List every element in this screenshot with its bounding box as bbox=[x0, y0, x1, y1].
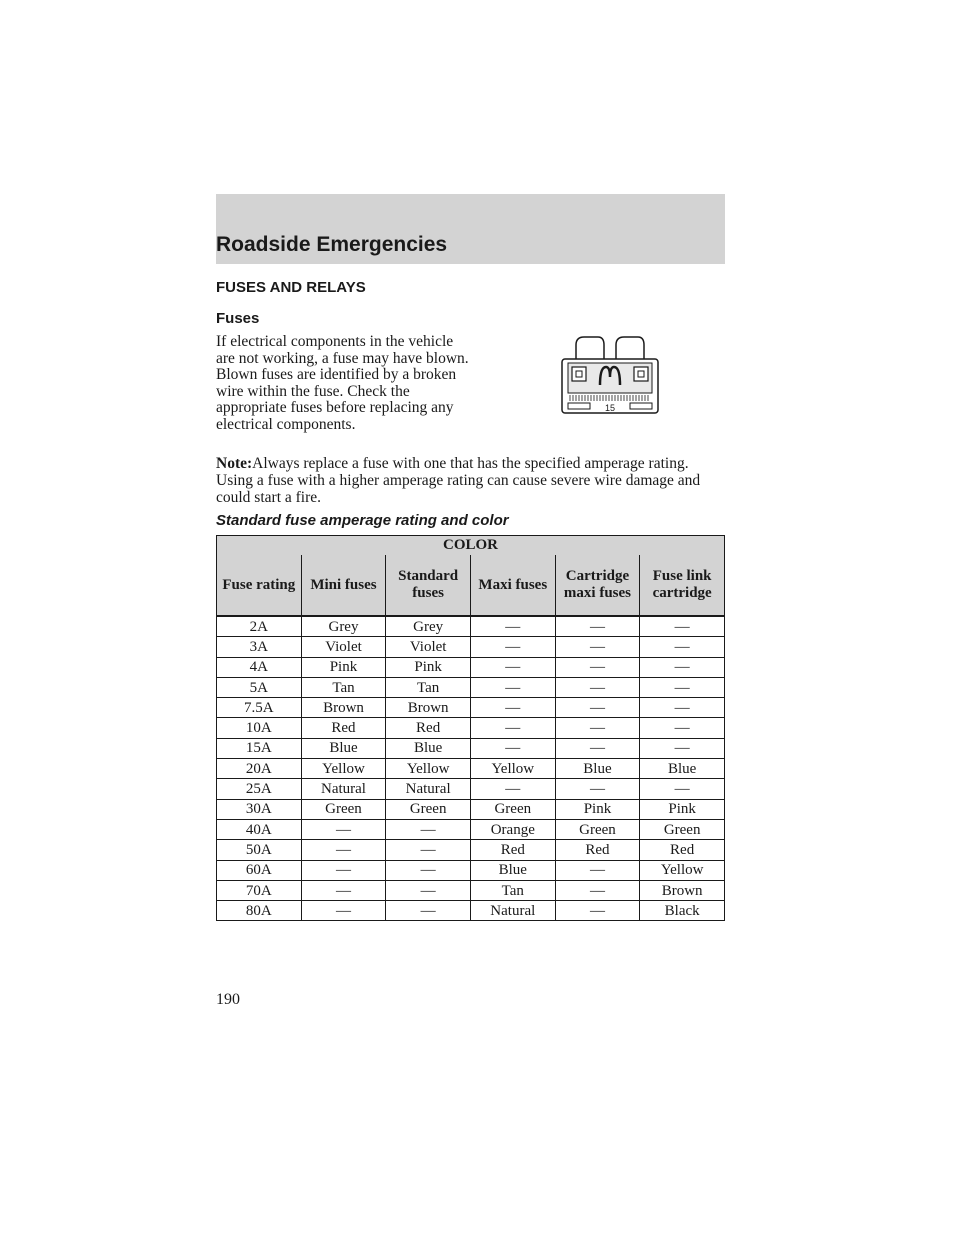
table-cell: Blue bbox=[470, 860, 555, 880]
table-cell: 2A bbox=[217, 616, 302, 637]
table-cell: Yellow bbox=[640, 860, 725, 880]
table-row bbox=[217, 840, 725, 860]
table-cell: — bbox=[640, 718, 725, 738]
table-cell: — bbox=[301, 880, 386, 900]
table-cell: 4A bbox=[217, 657, 302, 677]
table-cell: — bbox=[386, 819, 471, 839]
table-cell: — bbox=[555, 657, 640, 677]
table-cell: Grey bbox=[301, 616, 386, 637]
table-caption: Standard fuse amperage rating and color bbox=[216, 512, 509, 529]
table-row bbox=[217, 616, 725, 637]
table-cell: — bbox=[470, 657, 555, 677]
table-cell: — bbox=[301, 901, 386, 921]
column-header: Cartridge maxi fuses bbox=[555, 555, 640, 616]
table-cell: Natural bbox=[386, 779, 471, 799]
table-cell: — bbox=[640, 637, 725, 657]
intro-paragraph: If electrical components in the vehicle are not working, a fuse may have blown. Blown fuses are identified by a broken wire within the fuse. Check the appropriate fuses before replacing any electrical components. bbox=[216, 333, 469, 433]
table-cell: 40A bbox=[217, 819, 302, 839]
table-row bbox=[217, 860, 725, 880]
table-cell: — bbox=[555, 637, 640, 657]
table-cell: — bbox=[640, 779, 725, 799]
table-cell: 15A bbox=[217, 738, 302, 758]
table-cell: Natural bbox=[301, 779, 386, 799]
table-cell: — bbox=[555, 860, 640, 880]
table-cell: Red bbox=[386, 718, 471, 738]
page-header-title: Roadside Emergencies bbox=[216, 233, 448, 256]
table-cell: — bbox=[301, 819, 386, 839]
table-cell: 70A bbox=[217, 880, 302, 900]
table-row bbox=[217, 880, 725, 900]
table-cell: — bbox=[301, 840, 386, 860]
table-row bbox=[217, 738, 725, 758]
table-cell: — bbox=[386, 880, 471, 900]
table-cell: — bbox=[386, 860, 471, 880]
table-cell: 20A bbox=[217, 759, 302, 779]
table-cell: Blue bbox=[301, 738, 386, 758]
table-cell: — bbox=[640, 677, 725, 697]
table-group-header: COLOR bbox=[217, 536, 725, 556]
table-cell: — bbox=[555, 677, 640, 697]
table-cell: 80A bbox=[217, 901, 302, 921]
table-body bbox=[217, 616, 725, 921]
table-cell: Pink bbox=[640, 799, 725, 819]
table-cell: Brown bbox=[301, 698, 386, 718]
table-cell: — bbox=[470, 616, 555, 637]
blade-fuse-icon bbox=[558, 333, 662, 417]
table-cell: 7.5A bbox=[217, 698, 302, 718]
table-cell: — bbox=[386, 840, 471, 860]
table-cell: Red bbox=[470, 840, 555, 860]
table-cell: Red bbox=[640, 840, 725, 860]
table-row bbox=[217, 657, 725, 677]
table-cell: 3A bbox=[217, 637, 302, 657]
table-cell: Red bbox=[301, 718, 386, 738]
table-cell: 5A bbox=[217, 677, 302, 697]
table-cell: — bbox=[555, 738, 640, 758]
table-cell: Grey bbox=[386, 616, 471, 637]
table-row bbox=[217, 799, 725, 819]
table-cell: — bbox=[386, 901, 471, 921]
table-row bbox=[217, 901, 725, 921]
table-cell: — bbox=[470, 779, 555, 799]
fuse-illustration bbox=[558, 333, 662, 417]
column-header: Fuse rating bbox=[217, 555, 302, 616]
table-cell: Green bbox=[470, 799, 555, 819]
table-cell: — bbox=[470, 677, 555, 697]
table-cell: 30A bbox=[217, 799, 302, 819]
table-cell: — bbox=[555, 901, 640, 921]
subsection-title: Fuses bbox=[216, 310, 260, 327]
table-cell: 60A bbox=[217, 860, 302, 880]
table-cell: — bbox=[301, 860, 386, 880]
table-cell: — bbox=[470, 718, 555, 738]
table-cell: — bbox=[555, 880, 640, 900]
table-row bbox=[217, 698, 725, 718]
table-row bbox=[217, 819, 725, 839]
table-cell: Violet bbox=[386, 637, 471, 657]
table-cell: Tan bbox=[301, 677, 386, 697]
table-cell: Brown bbox=[640, 880, 725, 900]
table-cell: Blue bbox=[640, 759, 725, 779]
table-cell: — bbox=[555, 718, 640, 738]
table-cell: — bbox=[640, 738, 725, 758]
table-cell: — bbox=[555, 779, 640, 799]
table-cell: — bbox=[640, 616, 725, 637]
section-title: FUSES AND RELAYS bbox=[216, 279, 366, 296]
table-cell: Red bbox=[555, 840, 640, 860]
fuse-color-table bbox=[216, 535, 725, 921]
table-cell: Yellow bbox=[470, 759, 555, 779]
table-cell: Green bbox=[555, 819, 640, 839]
column-header: Mini fuses bbox=[301, 555, 386, 616]
table-cell: 25A bbox=[217, 779, 302, 799]
table-cell: Pink bbox=[301, 657, 386, 677]
table-cell: Yellow bbox=[301, 759, 386, 779]
table-row bbox=[217, 677, 725, 697]
table-cell: Pink bbox=[386, 657, 471, 677]
table-cell: — bbox=[470, 698, 555, 718]
column-header: Maxi fuses bbox=[470, 555, 555, 616]
table-cell: — bbox=[640, 698, 725, 718]
table-cell: 50A bbox=[217, 840, 302, 860]
column-header: Fuse link cartridge bbox=[640, 555, 725, 616]
table-cell: — bbox=[470, 738, 555, 758]
table-row bbox=[217, 637, 725, 657]
table-cell: — bbox=[470, 637, 555, 657]
table-row bbox=[217, 718, 725, 738]
table-cell: Orange bbox=[470, 819, 555, 839]
table-cell: Blue bbox=[555, 759, 640, 779]
table-cell: — bbox=[555, 616, 640, 637]
table-cell: Tan bbox=[386, 677, 471, 697]
fuse-rating-label: 15 bbox=[604, 403, 616, 413]
table-cell: 10A bbox=[217, 718, 302, 738]
table-cell: — bbox=[640, 657, 725, 677]
table-cell: Tan bbox=[470, 880, 555, 900]
table-cell: Green bbox=[386, 799, 471, 819]
table-cell: Violet bbox=[301, 637, 386, 657]
note-label: Note: bbox=[216, 455, 253, 472]
table-cell: Blue bbox=[386, 738, 471, 758]
table-cell: Natural bbox=[470, 901, 555, 921]
note-text: Always replace a fuse with one that has the specified amperage rating. Using a fuse with a higher amperage rating can cause severe wire damage and could start a fire. bbox=[216, 455, 701, 506]
table-cell: Brown bbox=[386, 698, 471, 718]
table-cell: Black bbox=[640, 901, 725, 921]
table-cell: Yellow bbox=[386, 759, 471, 779]
table-cell: Green bbox=[301, 799, 386, 819]
note-paragraph bbox=[216, 455, 728, 506]
page-number: 190 bbox=[216, 991, 240, 1008]
table-cell: — bbox=[555, 698, 640, 718]
column-header: Standard fuses bbox=[386, 555, 471, 616]
table-row bbox=[217, 759, 725, 779]
table-row bbox=[217, 779, 725, 799]
table-cell: Pink bbox=[555, 799, 640, 819]
table-cell: Green bbox=[640, 819, 725, 839]
